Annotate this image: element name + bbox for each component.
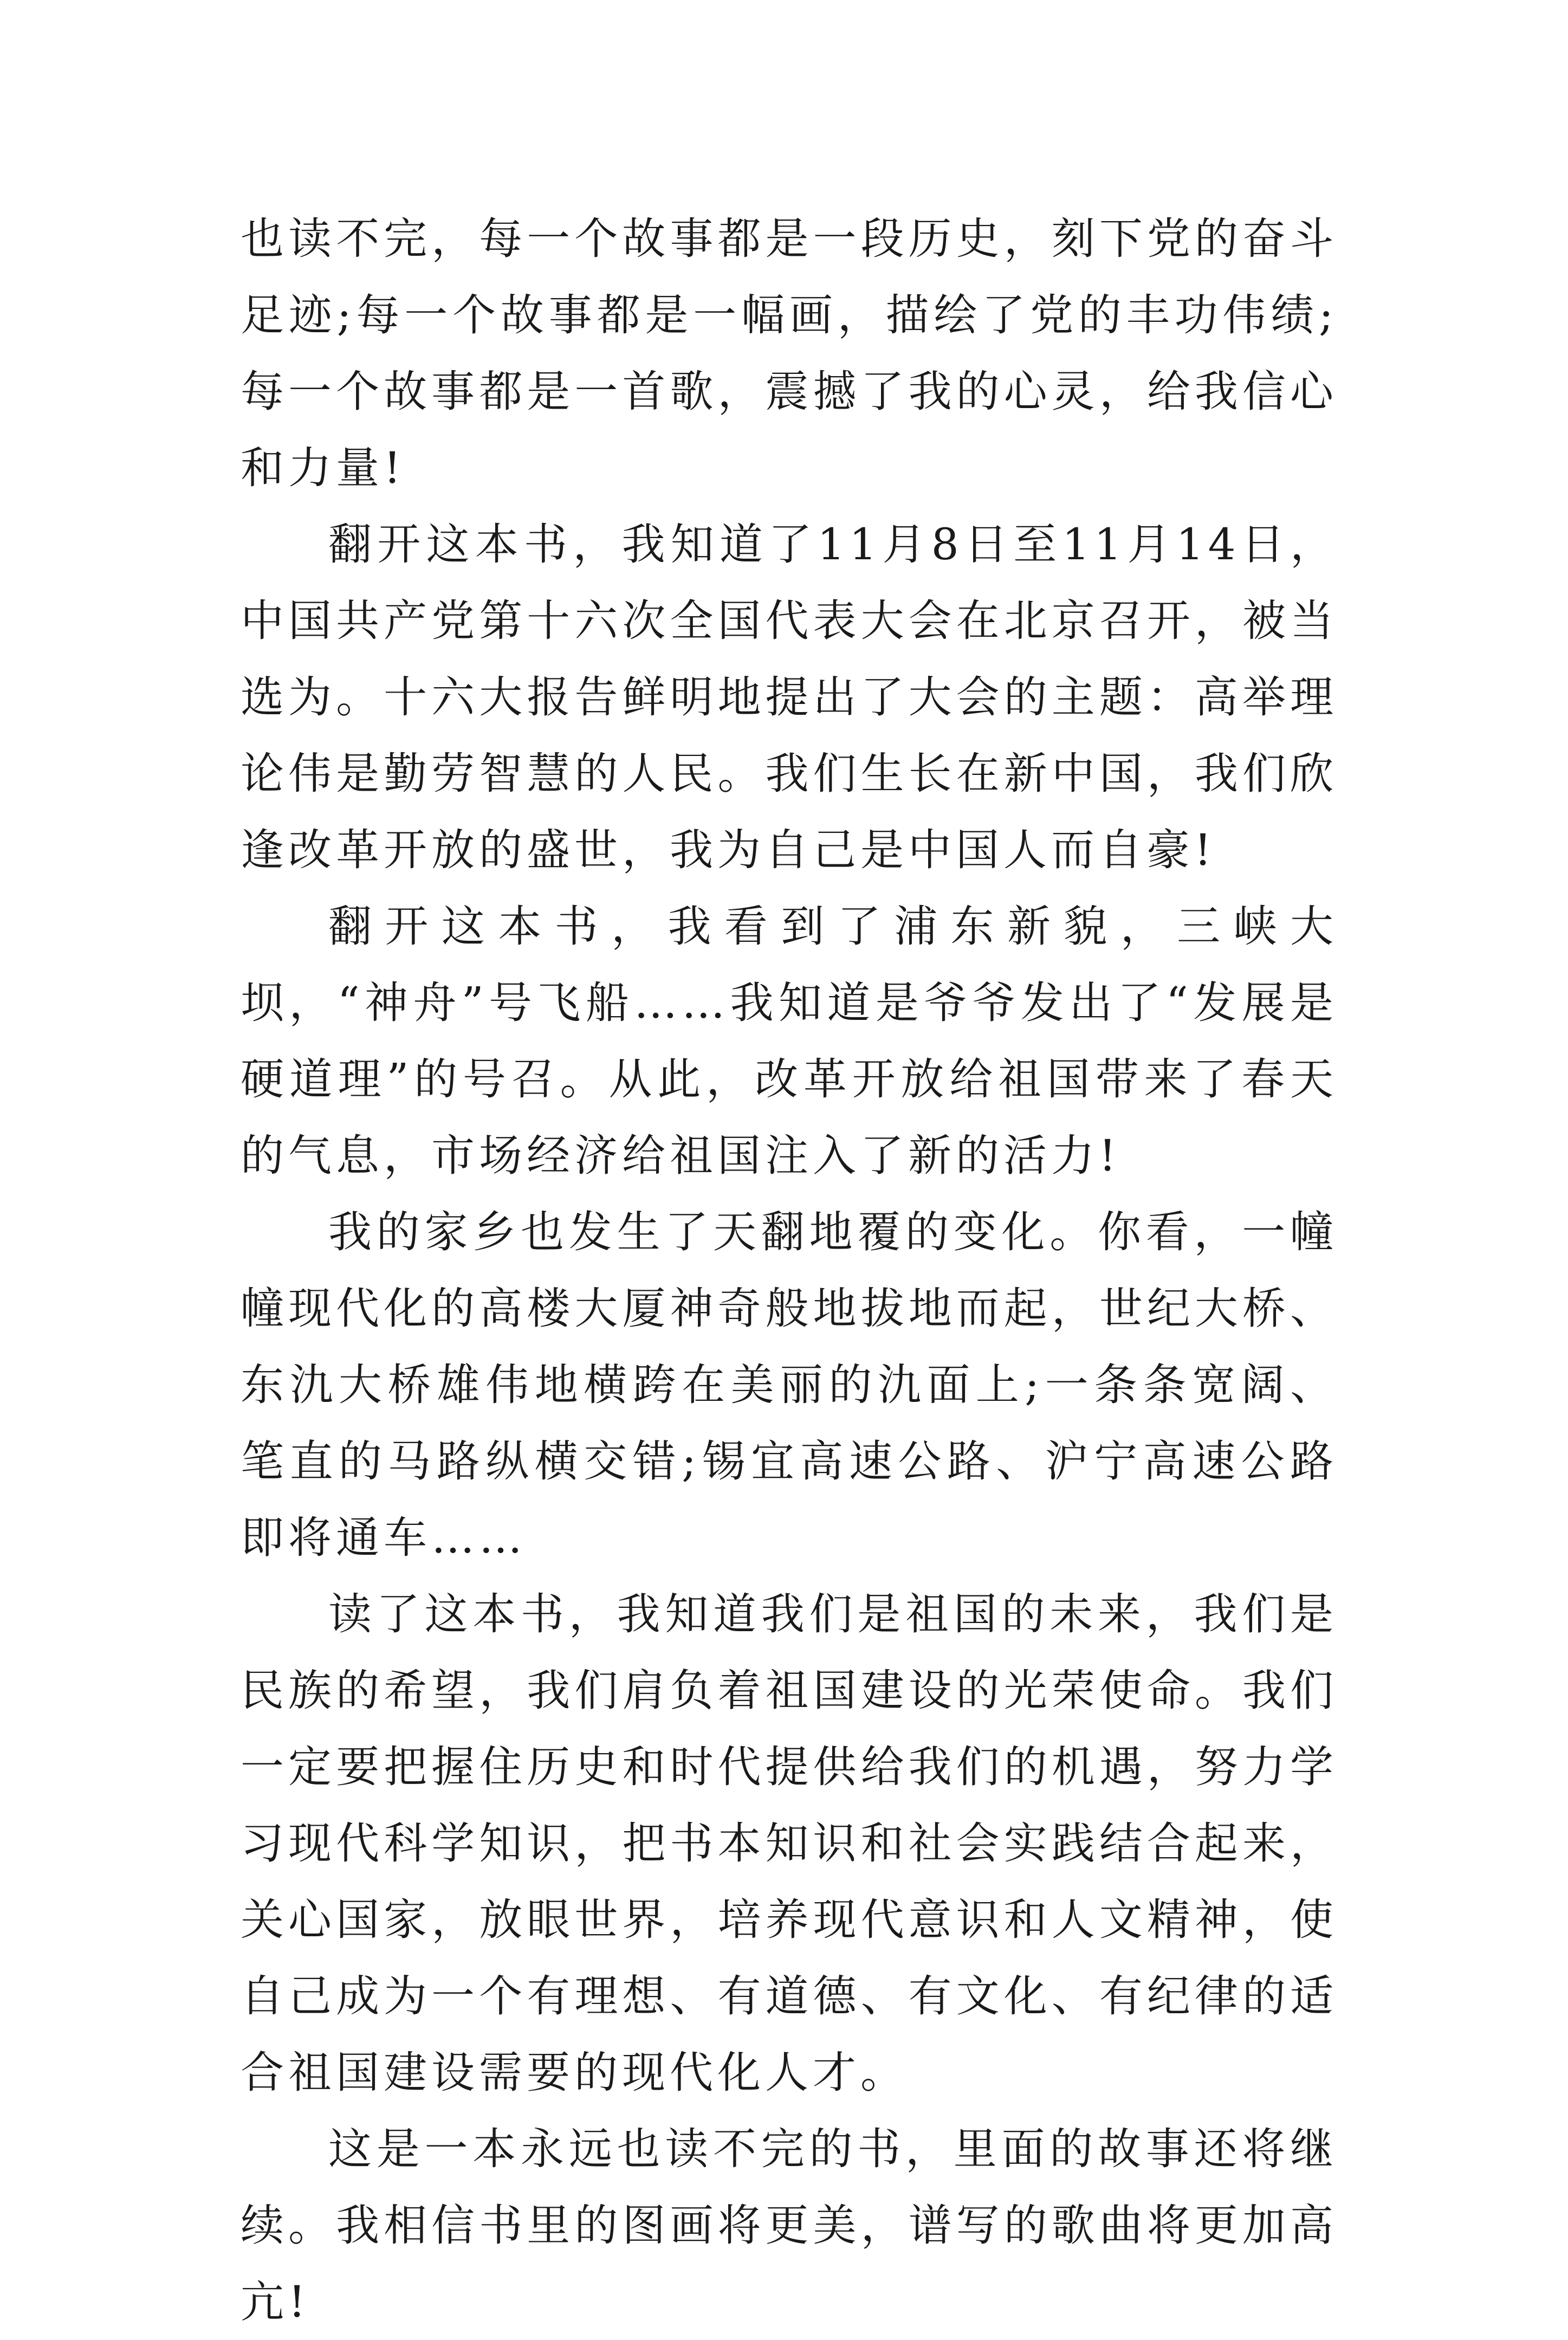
- paragraph-1: 也读不完，每一个故事都是一段历史，刻下党的奋斗足迹;每一个故事都是一幅画，描绘了党的丰功伟绩;每一个故事都是一首歌，震撼了我的心灵，给我信心和力量!: [241, 214, 1338, 493]
- paragraph-4: 我的家乡也发生了天翻地覆的变化。你看，一幢幢现代化的高楼大厦神奇般地拔地而起，世纪大桥、东氿大桥雄伟地横跨在美丽的氿面上;一条条宽阔、笔直的马路纵横交错;锡宜高速公路、沪宁高速公路即将通车……: [241, 1207, 1338, 1563]
- paragraph-2: 翻开这本书，我知道了11月8日至11月14日，中国共产党第十六次全国代表大会在北京召开，被当选为。十六大报告鲜明地提出了大会的主题：高举理论伟是勤劳智慧的人民。我们生长在新中国，我们欣逢改革开放的盛世，我为自己是中国人而自豪!: [241, 519, 1338, 875]
- paragraph-5: 读了这本书，我知道我们是祖国的未来，我们是民族的希望，我们肩负着祖国建设的光荣使命。我们一定要把握住历史和时代提供给我们的机遇，努力学习现代科学知识，把书本知识和社会实践结合起来，关心国家，放眼世界，培养现代意识和人文精神，使自己成为一个有理想、有道德、有文化、有纪律的适合祖国建设需要的现代化人才。: [241, 1589, 1338, 2098]
- paragraph-3: 翻开这本书，我看到了浦东新貌，三峡大坝，“神舟”号飞船……我知道是爷爷发出了“发展是硬道理”的号召。从此，改革开放给祖国带来了春天的气息，市场经济给祖国注入了新的活力!: [241, 901, 1338, 1181]
- essay-body: [241, 201, 1338, 2340]
- paragraph-6: 这是一本永远也读不完的书，里面的故事还将继续。我相信书里的图画将更美，谱写的歌曲将更加高亢!: [241, 2124, 1338, 2327]
